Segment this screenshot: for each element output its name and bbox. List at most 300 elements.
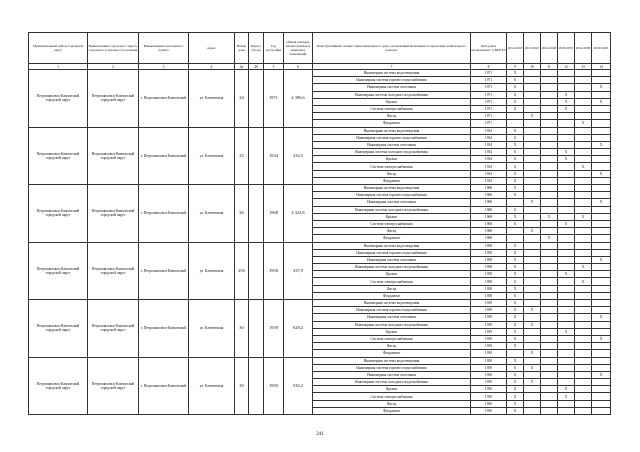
locality-cell: г. Петропавловск-Камчатский — [139, 242, 189, 300]
structural-element-cell: Инженерная система горячего водоснабжения — [313, 77, 471, 84]
period-mark-cell — [524, 105, 541, 112]
period-mark-cell: X — [507, 77, 524, 84]
corpus-cell — [249, 70, 264, 128]
period-mark-cell — [592, 113, 611, 120]
previous-repair-date-cell: 1971 — [471, 84, 507, 91]
period-mark-cell — [575, 386, 592, 393]
period-mark-cell — [558, 285, 575, 292]
previous-repair-date-cell: 1971 — [471, 70, 507, 77]
period-mark-cell — [524, 300, 541, 307]
period-mark-cell — [524, 91, 541, 98]
total-area-cell: 4 323,8 — [284, 185, 313, 243]
period-mark-cell: X — [507, 357, 524, 364]
column-header: 2014 2018 — [507, 33, 524, 64]
street-cell: ул. Ключевская — [189, 300, 235, 358]
period-mark-cell — [541, 77, 558, 84]
period-mark-cell — [541, 156, 558, 163]
corpus-cell — [249, 242, 264, 300]
structural-element-cell: Инженерная система холодного водоснабжения — [313, 264, 471, 271]
previous-repair-date-cell: 1939 — [471, 335, 507, 342]
period-mark-cell: X — [507, 177, 524, 184]
period-mark-cell — [592, 192, 611, 199]
corpus-cell — [249, 357, 264, 415]
structural-element-cell: Инженерная система горячего водоснабжения — [313, 134, 471, 141]
construction-year-cell: 1939 — [264, 300, 284, 358]
period-mark-cell: X — [507, 364, 524, 371]
period-mark-cell: X — [558, 328, 575, 335]
period-mark-cell — [592, 91, 611, 98]
period-mark-cell — [541, 177, 558, 184]
period-mark-cell — [592, 379, 611, 386]
period-mark-cell — [575, 242, 592, 249]
period-mark-cell: X — [507, 335, 524, 342]
column-header: Дата ранее проведенного в БКР КЗ — [471, 33, 507, 64]
period-mark-cell — [558, 141, 575, 148]
previous-repair-date-cell: 1958 — [471, 256, 507, 263]
total-area-cell: 337,9 — [284, 242, 313, 300]
structural-element-cell: Инженерная система водоотведения — [313, 300, 471, 307]
structural-element-cell: Инженерная система холодного водоснабжения — [313, 321, 471, 328]
period-mark-cell — [575, 371, 592, 378]
period-mark-cell: X — [507, 149, 524, 156]
structural-element-cell: Крыша — [313, 328, 471, 335]
total-area-cell: 4 396,6 — [284, 70, 313, 128]
previous-repair-date-cell: 1950 — [471, 393, 507, 400]
period-mark-cell: X — [524, 350, 541, 357]
period-mark-cell: X — [524, 228, 541, 235]
period-mark-cell — [558, 127, 575, 134]
period-mark-cell — [524, 278, 541, 285]
period-mark-cell — [541, 292, 558, 299]
period-mark-cell — [558, 120, 575, 127]
period-mark-cell — [575, 228, 592, 235]
period-mark-cell — [575, 335, 592, 342]
period-mark-cell — [575, 379, 592, 386]
structural-element-cell: Инженерная система отопления — [313, 84, 471, 91]
period-mark-cell — [575, 400, 592, 407]
period-mark-cell: X — [507, 285, 524, 292]
previous-repair-date-cell: 1971 — [471, 91, 507, 98]
period-mark-cell — [541, 170, 558, 177]
structural-element-cell: Инженерная система горячего водоснабжения — [313, 249, 471, 256]
period-mark-cell — [575, 91, 592, 98]
period-mark-cell — [558, 77, 575, 84]
previous-repair-date-cell: 1939 — [471, 321, 507, 328]
structural-element-cell: Инженерная система водоотведения — [313, 70, 471, 77]
period-mark-cell: X — [592, 98, 611, 105]
district-cell: Петропавловск-Камчатский городской округ — [29, 242, 88, 300]
previous-repair-date-cell: 1958 — [471, 285, 507, 292]
period-mark-cell — [541, 357, 558, 364]
period-mark-cell — [524, 141, 541, 148]
period-mark-cell — [592, 213, 611, 220]
column-number: 7 — [313, 64, 471, 70]
locality-cell: г. Петропавловск-Камчатский — [139, 185, 189, 243]
district-cell: Петропавловск-Камчатский городской округ — [29, 70, 88, 128]
period-mark-cell — [592, 120, 611, 127]
period-mark-cell — [558, 235, 575, 242]
period-mark-cell — [592, 307, 611, 314]
period-mark-cell — [592, 249, 611, 256]
period-mark-cell: X — [507, 400, 524, 407]
period-mark-cell — [524, 149, 541, 156]
previous-repair-date-cell: 1939 — [471, 343, 507, 350]
period-mark-cell — [541, 242, 558, 249]
period-mark-cell — [541, 120, 558, 127]
previous-repair-date-cell: 1934 — [471, 156, 507, 163]
period-mark-cell: X — [507, 213, 524, 220]
street-cell: ул. Ключевская — [189, 127, 235, 185]
structural-element-cell: Инженерная система водоотведения — [313, 185, 471, 192]
period-mark-cell — [541, 379, 558, 386]
previous-repair-date-cell: 1971 — [471, 120, 507, 127]
period-mark-cell — [592, 300, 611, 307]
column-header: 2024 2028 — [541, 33, 558, 64]
period-mark-cell — [558, 371, 575, 378]
period-mark-cell — [541, 400, 558, 407]
period-mark-cell: X — [507, 264, 524, 271]
period-mark-cell — [541, 206, 558, 213]
previous-repair-date-cell: 1971 — [471, 77, 507, 84]
period-mark-cell: X — [558, 156, 575, 163]
structural-element-cell: Фасад — [313, 228, 471, 235]
period-mark-cell: X — [524, 113, 541, 120]
period-mark-cell — [541, 335, 558, 342]
period-mark-cell: X — [524, 307, 541, 314]
period-mark-cell — [541, 127, 558, 134]
column-header: Наименование городского округа, городского (сельского) поселения — [88, 33, 139, 64]
structural-element-cell: Инженерная система холодного водоснабжения — [313, 379, 471, 386]
period-mark-cell — [575, 134, 592, 141]
column-header: Год постройки — [264, 33, 284, 64]
period-mark-cell — [541, 199, 558, 206]
period-mark-cell: X — [592, 335, 611, 342]
total-area-cell: 628,2 — [284, 300, 313, 358]
period-mark-cell — [524, 70, 541, 77]
structural-element-cell: Инженерная система горячего водоснабжения — [313, 192, 471, 199]
structural-element-cell: Инженерная система отопления — [313, 371, 471, 378]
structural-element-cell: Фасад — [313, 285, 471, 292]
period-mark-cell: X — [507, 134, 524, 141]
period-mark-cell: X — [575, 213, 592, 220]
period-mark-cell — [541, 328, 558, 335]
period-mark-cell — [575, 199, 592, 206]
settlement-cell: Петропавловск-Камчатский городской округ — [88, 242, 139, 300]
period-mark-cell — [575, 149, 592, 156]
street-cell: ул. Ключевская — [189, 357, 235, 415]
house-number-cell: 39 — [235, 357, 249, 415]
period-mark-cell — [558, 335, 575, 342]
period-mark-cell: X — [507, 141, 524, 148]
column-number: 2 — [88, 64, 139, 70]
period-mark-cell — [592, 77, 611, 84]
structural-element-cell: Крыша — [313, 156, 471, 163]
period-mark-cell — [558, 256, 575, 263]
period-mark-cell — [558, 343, 575, 350]
period-mark-cell — [575, 393, 592, 400]
period-mark-cell — [524, 335, 541, 342]
period-mark-cell — [524, 213, 541, 220]
structural-element-cell: Инженерная система водоотведения — [313, 127, 471, 134]
period-mark-cell — [541, 105, 558, 112]
period-mark-cell: X — [507, 278, 524, 285]
period-mark-cell: X — [592, 141, 611, 148]
construction-year-cell: 1968 — [264, 185, 284, 243]
period-mark-cell — [575, 364, 592, 371]
structural-element-cell: Инженерная система холодного водоснабжения — [313, 149, 471, 156]
table-row — [29, 242, 611, 249]
period-mark-cell: X — [524, 321, 541, 328]
period-mark-cell: X — [575, 163, 592, 170]
previous-repair-date-cell: 1934 — [471, 127, 507, 134]
previous-repair-date-cell: 1934 — [471, 141, 507, 148]
period-mark-cell — [541, 307, 558, 314]
period-mark-cell — [592, 70, 611, 77]
period-mark-cell — [558, 134, 575, 141]
period-mark-cell — [592, 400, 611, 407]
table-row — [29, 185, 611, 192]
period-mark-cell — [507, 228, 524, 235]
period-mark-cell — [558, 292, 575, 299]
register-sheet — [28, 32, 610, 415]
period-mark-cell: X — [592, 256, 611, 263]
period-mark-cell — [541, 393, 558, 400]
column-header: Муниципальный район, Городской округ — [29, 33, 88, 64]
period-mark-cell — [558, 70, 575, 77]
period-mark-cell — [541, 249, 558, 256]
previous-repair-date-cell: 1968 — [471, 228, 507, 235]
period-mark-cell — [575, 141, 592, 148]
period-mark-cell: X — [507, 163, 524, 170]
period-mark-cell — [558, 185, 575, 192]
period-mark-cell: X — [541, 213, 558, 220]
period-mark-cell — [592, 242, 611, 249]
period-mark-cell: X — [507, 328, 524, 335]
period-mark-cell — [558, 228, 575, 235]
period-mark-cell — [592, 264, 611, 271]
previous-repair-date-cell: 1950 — [471, 357, 507, 364]
period-mark-cell — [592, 292, 611, 299]
period-mark-cell: X — [541, 235, 558, 242]
period-mark-cell — [575, 314, 592, 321]
house-number-cell: 26 — [235, 185, 249, 243]
period-mark-cell: X — [507, 393, 524, 400]
period-mark-cell: X — [507, 156, 524, 163]
structural-element-cell: Фасад — [313, 343, 471, 350]
period-mark-cell — [558, 407, 575, 414]
structural-element-cell: Инженерная система горячего водоснабжения — [313, 307, 471, 314]
structural-element-cell: Инженерная система горячего водоснабжения — [313, 364, 471, 371]
period-mark-cell: X — [507, 220, 524, 227]
period-mark-cell — [592, 285, 611, 292]
period-mark-cell — [575, 285, 592, 292]
structural-element-cell: Инженерная система отопления — [313, 256, 471, 263]
house-number-cell: 25б — [235, 242, 249, 300]
previous-repair-date-cell: 1934 — [471, 177, 507, 184]
period-mark-cell — [592, 343, 611, 350]
settlement-cell: Петропавловск-Камчатский городской округ — [88, 300, 139, 358]
period-mark-cell: X — [558, 393, 575, 400]
period-mark-cell: X — [558, 149, 575, 156]
period-mark-cell — [575, 307, 592, 314]
previous-repair-date-cell: 1958 — [471, 271, 507, 278]
structural-element-cell: Инженерная система водоотведения — [313, 242, 471, 249]
period-mark-cell — [541, 256, 558, 263]
period-mark-cell — [541, 350, 558, 357]
period-mark-cell — [575, 407, 592, 414]
period-mark-cell — [524, 84, 541, 91]
period-mark-cell — [541, 364, 558, 371]
previous-repair-date-cell: 1968 — [471, 192, 507, 199]
previous-repair-date-cell: 1950 — [471, 400, 507, 407]
structural-element-cell: Фундамент — [313, 235, 471, 242]
structural-element-cell: Система электроснабжения — [313, 163, 471, 170]
period-mark-cell: X — [524, 199, 541, 206]
period-mark-cell — [524, 371, 541, 378]
previous-repair-date-cell: 1971 — [471, 105, 507, 112]
previous-repair-date-cell: 1968 — [471, 185, 507, 192]
period-mark-cell: X — [507, 314, 524, 321]
structural-element-cell: Фундамент — [313, 292, 471, 299]
period-mark-cell: X — [507, 127, 524, 134]
period-mark-cell — [541, 314, 558, 321]
period-mark-cell — [558, 300, 575, 307]
house-number-cell: 25 — [235, 127, 249, 185]
table-row — [29, 127, 611, 134]
period-mark-cell — [575, 343, 592, 350]
period-mark-cell: X — [558, 271, 575, 278]
corpus-cell — [249, 300, 264, 358]
previous-repair-date-cell: 1934 — [471, 134, 507, 141]
period-mark-cell — [524, 134, 541, 141]
previous-repair-date-cell: 1950 — [471, 364, 507, 371]
structural-element-cell: Фундамент — [313, 350, 471, 357]
period-mark-cell: X — [507, 185, 524, 192]
period-mark-cell — [575, 170, 592, 177]
period-mark-cell — [541, 228, 558, 235]
period-mark-cell — [541, 285, 558, 292]
locality-cell: г. Петропавловск-Камчатский — [139, 127, 189, 185]
locality-cell: г. Петропавловск-Камчатский — [139, 300, 189, 358]
period-mark-cell: X — [575, 120, 592, 127]
column-number: 4 — [189, 64, 235, 70]
period-mark-cell — [541, 407, 558, 414]
period-mark-cell — [592, 235, 611, 242]
structural-element-cell: Крыша — [313, 271, 471, 278]
construction-year-cell: 1934 — [264, 127, 284, 185]
period-mark-cell — [592, 206, 611, 213]
period-mark-cell: X — [507, 98, 524, 105]
period-mark-cell — [541, 134, 558, 141]
previous-repair-date-cell: 1939 — [471, 300, 507, 307]
column-number: 4а — [235, 64, 249, 70]
period-mark-cell — [541, 278, 558, 285]
period-mark-cell — [524, 77, 541, 84]
period-mark-cell — [558, 321, 575, 328]
structural-element-cell: Система электроснабжения — [313, 278, 471, 285]
street-cell: ул. Ключевская — [189, 185, 235, 243]
column-number: 14 — [592, 64, 611, 70]
period-mark-cell — [524, 170, 541, 177]
period-mark-cell — [524, 343, 541, 350]
period-mark-cell — [575, 192, 592, 199]
period-mark-cell — [575, 249, 592, 256]
period-mark-cell: X — [507, 407, 524, 414]
period-mark-cell — [592, 177, 611, 184]
period-mark-cell — [575, 105, 592, 112]
period-mark-cell — [575, 350, 592, 357]
period-mark-cell — [524, 242, 541, 249]
period-mark-cell: X — [592, 371, 611, 378]
total-area-cell: 434,5 — [284, 127, 313, 185]
period-mark-cell: X — [507, 70, 524, 77]
period-mark-cell: X — [592, 170, 611, 177]
structural-element-cell: Система электроснабжения — [313, 335, 471, 342]
period-mark-cell — [541, 386, 558, 393]
period-mark-cell — [575, 177, 592, 184]
previous-repair-date-cell: 1971 — [471, 113, 507, 120]
house-number-cell: 24 — [235, 70, 249, 128]
previous-repair-date-cell: 1934 — [471, 170, 507, 177]
period-mark-cell: X — [507, 386, 524, 393]
column-number: 4б — [249, 64, 264, 70]
period-mark-cell — [592, 386, 611, 393]
period-mark-cell — [592, 105, 611, 112]
street-cell: ул. Ключевская — [189, 242, 235, 300]
district-cell: Петропавловск-Камчатский городской округ — [29, 300, 88, 358]
previous-repair-date-cell: 1958 — [471, 249, 507, 256]
previous-repair-date-cell: 1950 — [471, 386, 507, 393]
period-mark-cell — [592, 220, 611, 227]
period-mark-cell — [524, 98, 541, 105]
period-mark-cell — [524, 328, 541, 335]
district-cell: Петропавловск-Камчатский городской округ — [29, 127, 88, 185]
period-mark-cell — [592, 357, 611, 364]
previous-repair-date-cell: 1934 — [471, 163, 507, 170]
house-number-cell: 30 — [235, 300, 249, 358]
period-mark-cell — [507, 113, 524, 120]
period-mark-cell — [558, 350, 575, 357]
period-mark-cell: X — [507, 256, 524, 263]
total-area-cell: 530,2 — [284, 357, 313, 415]
period-mark-cell — [541, 84, 558, 91]
structural-element-cell: Фасад — [313, 170, 471, 177]
column-number: 13 — [575, 64, 592, 70]
period-mark-cell — [524, 285, 541, 292]
period-mark-cell: X — [507, 343, 524, 350]
period-mark-cell — [541, 371, 558, 378]
corpus-cell — [249, 127, 264, 185]
construction-year-cell: 1971 — [264, 70, 284, 128]
capital-repair-table — [28, 32, 611, 415]
column-number: 5 — [264, 64, 284, 70]
period-mark-cell: X — [507, 170, 524, 177]
period-mark-cell: X — [507, 307, 524, 314]
period-mark-cell — [558, 199, 575, 206]
period-mark-cell — [541, 321, 558, 328]
column-header: Номер дома — [235, 33, 249, 64]
column-header: 2019 2023 — [524, 33, 541, 64]
period-mark-cell — [575, 185, 592, 192]
structural-element-cell: Крыша — [313, 98, 471, 105]
column-number: 9 — [507, 64, 524, 70]
structural-element-cell: Система электроснабжения — [313, 393, 471, 400]
column-header: Конструктивный элемент многоквартирного дома, подлежащий включению в программу капитального ремонта — [313, 33, 471, 64]
previous-repair-date-cell: 1950 — [471, 371, 507, 378]
period-mark-cell: X — [507, 242, 524, 249]
period-mark-cell — [575, 70, 592, 77]
structural-element-cell: Инженерная система холодного водоснабжения — [313, 91, 471, 98]
